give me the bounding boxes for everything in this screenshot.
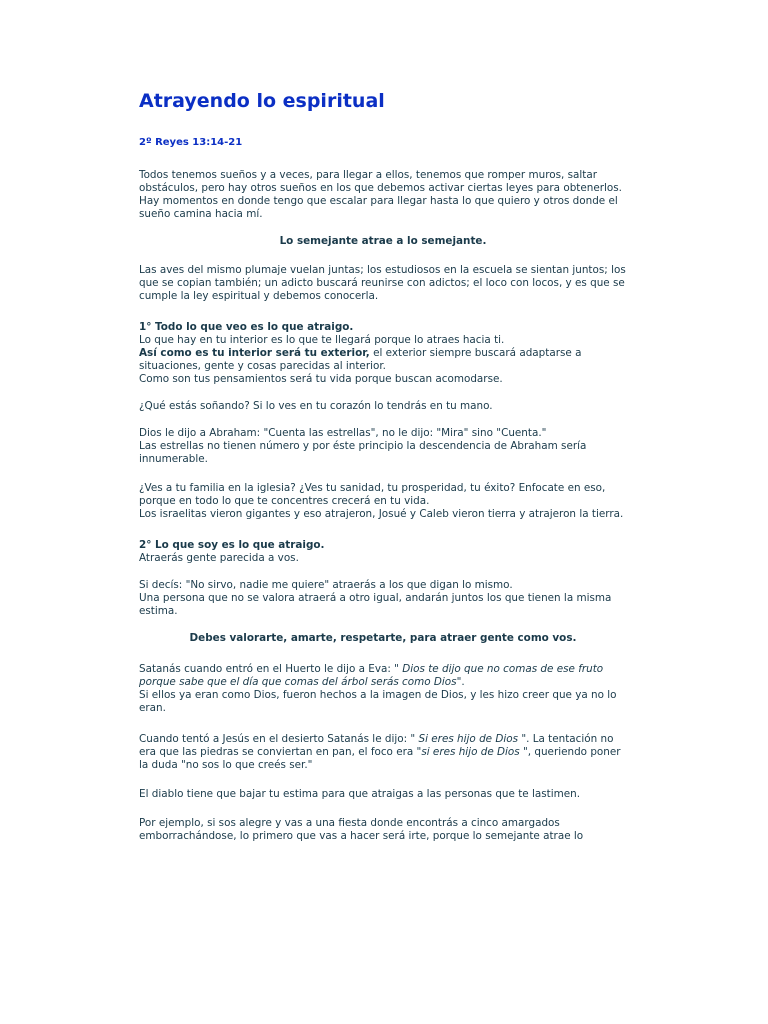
paragraph-jesus [139,733,627,772]
paragraph-sonando: ¿Qué estás soñando? Si lo ves en tu corazón lo tendrás en tu mano. [139,400,493,412]
paragraph-line: Si ellos ya eran como Dios, fueron hechos a la imagen de Dios, y les hizo creer que ya no lo eran. [139,689,617,714]
paragraph-text: Cuando tentó a Jesús en el desierto Satanás le dijo: " [139,733,419,745]
italic-quote: si eres hijo de Dios [421,746,520,758]
paragraph-text: ". [456,676,465,688]
section-1 [139,321,627,386]
page-title: Atrayendo lo espiritual [139,90,385,112]
italic-quote: Dios te dijo que no comas de ese fruto porque sabe que el día que comas del árbol serás como Dios [139,663,604,688]
paragraph-line: Dios le dijo a Abraham: "Cuenta las estrellas", no le dijo: "Mira" sino "Cuenta." [139,427,547,439]
paragraph-text: el exterior siempre buscará adaptarse a situaciones, gente y cosas parecidas al interior. [139,347,582,372]
paragraph-line: Atraerás gente parecida a vos. [139,552,299,564]
centered-heading: Lo semejante atrae a lo semejante. [279,235,487,247]
paragraph-line: Los israelitas vieron gigantes y eso atrajeron, Josué y Caleb vieron tierra y atrajeron la tierra. [139,508,624,520]
italic-quote: Si eres hijo de Dios [418,733,519,745]
paragraph-line: Todos tenemos sueños y a veces, para llegar a ellos, tenemos que romper muros, saltar obstáculos, pero hay otros sueños en los que debemos activar ciertas leyes para obtenerlos. [139,169,622,194]
document-page [139,88,627,843]
section-2 [139,539,627,565]
section-heading: 2° Lo que soy es lo que atraigo. [139,539,325,551]
paragraph-intro [139,169,627,221]
centered-heading: Debes valorarte, amarte, respetarte, para atraer gente como vos. [189,632,577,644]
paragraph-line: ¿Ves a tu familia en la iglesia? ¿Ves tu sanidad, tu prosperidad, tu éxito? Enfocate en eso, porque en todo lo que te concentres crecerá en tu vida. [139,482,606,507]
paragraph-ejemplo: Por ejemplo, si sos alegre y vas a una fiesta donde encontrás a cinco amargados emborrachándose, lo primero que vas a hacer será irte, porque lo semejante atrae lo [139,817,584,842]
section-heading: 1° Todo lo que veo es lo que atraigo. [139,321,354,333]
paragraph-no-sirvo [139,579,627,618]
paragraph-line [139,663,627,689]
paragraph-text: ", queriendo poner la duda "no sos lo que creés ser." [139,746,621,771]
paragraph-abraham [139,427,627,466]
paragraph-line: Como son tus pensamientos será tu vida porque buscan acomodarse. [139,373,503,385]
paragraph-text: Satanás cuando entró en el Huerto le dijo a Eva: " [139,663,403,675]
paragraph-line: Una persona que no se valora atraerá a otro igual, andarán juntos los que tienen la misma estima. [139,592,612,617]
paragraph-line: Las estrellas no tienen número y por éste principio la descendencia de Abraham sería innumerable. [139,440,587,465]
paragraph-text: ". La tentación no era que las piedras se conviertan en pan, el foco era " [139,733,614,758]
paragraph-diablo: El diablo tiene que bajar tu estima para que atraigas a las personas que te lastimen. [139,788,581,800]
bold-text: Así como es tu interior será tu exterior, [139,347,370,359]
paragraph-line [139,347,627,373]
paragraph-aves: Las aves del mismo plumaje vuelan juntas; los estudiosos en la escuela se sientan juntos; los que se copian también; un adicto buscará reunirse con adictos; el loco con locos, y es que se cumple la ley espiritual y debemos conocerla. [139,264,626,302]
paragraph-line: Si decís: "No sirvo, nadie me quiere" atraerás a los que digan lo mismo. [139,579,513,591]
paragraph-line: Lo que hay en tu interior es lo que te llegará porque lo atraes hacia ti. [139,334,505,346]
paragraph-eva [139,663,627,715]
bible-reference: 2º Reyes 13:14-21 [139,137,243,148]
paragraph-line: Hay momentos en donde tengo que escalar para llegar hasta lo que quiero y otros donde el sueño camina hacia mí. [139,195,618,220]
paragraph-familia [139,482,627,521]
